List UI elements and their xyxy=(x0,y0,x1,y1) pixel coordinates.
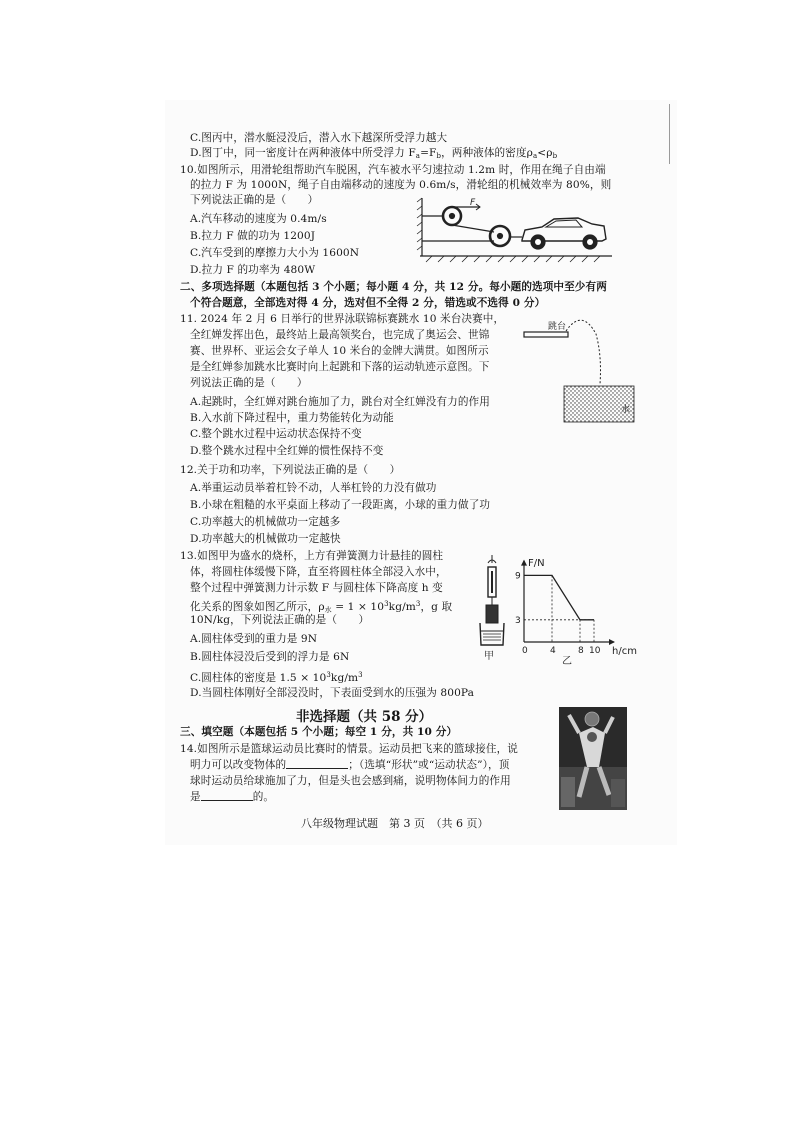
x-tick-label: 4 xyxy=(550,646,556,656)
x-tick-label: 0 xyxy=(522,646,528,656)
basketball-photo xyxy=(559,707,627,810)
page-footer: 八年级物理试题 第 3 页 （共 6 页） xyxy=(301,817,489,830)
q13-stem-5: 10N/kg，下列说法正确的是（ ） xyxy=(190,614,370,626)
y-axis-label: F/N xyxy=(528,558,545,569)
pulley-car-figure xyxy=(416,196,616,268)
q14-stem-1: 14.如图所示是篮球运动员比赛时的情景。运动员把飞来的篮球接住，说 xyxy=(180,743,518,755)
q14-stem-4: 是 的。 xyxy=(190,791,275,803)
q14-stem-3: 球时运动员给球施加了力，但是头也会感到痛，说明物体间力的作用 xyxy=(190,775,511,787)
q13-stem-3: 整个过程中弹簧测力计示数 F 与圆柱体下降高度 h 变 xyxy=(190,582,443,594)
q13-stem-1: 13.如图甲为盛水的烧杯，上方有弹簧测力计悬挂的圆柱 xyxy=(180,550,444,562)
q11-stem-2: 全红婵发挥出色，最终站上最高领奖台，也完成了奥运会、世锦 xyxy=(190,329,490,341)
platform-label: 跳台 xyxy=(548,322,567,332)
q9-option-c: C.图丙中，潜水艇浸没后，潜入水下越深所受浮力越大 xyxy=(190,132,448,144)
section2-heading-2: 个符合题意，全部选对得 4 分，选对但不全得 2 分，错选或不选得 0 分） xyxy=(190,297,546,309)
q11-stem-4: 是全红婵参加跳水比赛时向上起跳和下落的运动轨迹示意图。下 xyxy=(190,361,490,373)
q11-stem-5: 列说法正确的是（ ） xyxy=(190,377,308,389)
q11-option-c: C.整个跳水过程中运动状态保持不变 xyxy=(190,428,362,440)
diving-figure xyxy=(520,316,640,428)
x-axis-arrow xyxy=(609,639,615,645)
q10-option-b: B.拉力 F 做的功为 1200J xyxy=(190,230,316,242)
q11-stem-3: 赛、世界杯、亚运会女子单人 10 米台的金牌大满贯。如图所示 xyxy=(190,345,489,357)
basketball-photo-content xyxy=(559,707,627,810)
y-axis-arrow xyxy=(521,560,527,566)
q13-option-c: C.圆柱体的密度是 $1.5 \times 10^3kg/m^3$ xyxy=(190,671,363,684)
y-tick-label: 3 xyxy=(515,615,521,626)
q11-option-b: B.入水前下降过程中，重力势能转化为动能 xyxy=(190,412,394,424)
q10-stem-2: 的拉力 F 为 1000N，绳子自由端移动的速度为 0.6m/s，滑轮组的机械效率为 80%，则 xyxy=(190,179,612,191)
q13-option-b: B.圆柱体浸没后受到的浮力是 6N xyxy=(190,651,350,663)
x-axis-label: h/cm xyxy=(612,646,637,657)
q12-option-c: C.功率越大的机械做功一定越多 xyxy=(190,516,341,528)
q13-option-d: D.当圆柱体刚好全部浸没时，下表面受到水的压强为 800Pa xyxy=(190,687,475,699)
answer-blank-2[interactable] xyxy=(201,790,253,801)
q10-stem-3: 下列说法正确的是（ ） xyxy=(190,194,319,206)
x-tick-label: 10 xyxy=(589,646,601,656)
q12-option-a: A.举重运动员举着杠铃不动，人举杠铃的力没有做功 xyxy=(190,482,437,494)
y-tick-label: 9 xyxy=(515,571,521,582)
q13-stem-4: 化关系的图象如图乙所示，$\rho_水 = 1 \times 10^3kg/m^3$，g 取 xyxy=(190,600,453,614)
q10-option-c: C.汽车受到的摩擦力大小为 1600N xyxy=(190,247,360,259)
q10-option-a: A.汽车移动的速度为 0.4m/s xyxy=(190,213,327,225)
scan-edge-line xyxy=(669,104,670,164)
pulley-force-label: F xyxy=(470,198,476,208)
q10-option-d: D.拉力 F 的功率为 480W xyxy=(190,264,316,276)
force-series-line xyxy=(524,575,594,619)
figure-yi-label: 乙 xyxy=(562,656,572,667)
q11-stem-1: 11. 2024 年 2 月 6 日举行的世界泳联锦标赛跳水 10 米台决赛中， xyxy=(180,313,505,325)
q11-option-a: A.起跳时，全红婵对跳台施加了力，跳台对全红婵没有力的作用 xyxy=(190,396,490,408)
q12-option-b: B.小球在粗糙的水平桌面上移动了一段距离，小球的重力做了功 xyxy=(190,499,491,511)
force-height-chart xyxy=(508,554,637,667)
water-label: 水 xyxy=(621,405,631,415)
q14-stem-2: 明力可以改变物体的 ；（选填“形状”或“运动状态”），顶 xyxy=(190,759,510,771)
section3-heading: 三、填空题（本题包括 5 个小题；每空 1 分，共 10 分） xyxy=(180,726,458,738)
q11-option-d: D.整个跳水过程中全红婵的惯性保持不变 xyxy=(190,445,384,457)
q9-option-d: D.图丁中，同一密度计在两种液体中所受浮力 $F_a=F_b$，两种液体的密度$\rho_a<\rho_b$ xyxy=(190,147,558,160)
q13-option-a: A.圆柱体受到的重力是 9N xyxy=(190,633,318,645)
nonchoice-title: 非选择题（共 58 分） xyxy=(296,709,433,725)
q10-stem-1: 10.如图所示，用滑轮组帮助汽车脱困，汽车被水平匀速拉动 1.2m 时，作用在绳子自由端 xyxy=(180,164,606,176)
q12-option-d: D.功率越大的机械做功一定越快 xyxy=(190,533,341,545)
section2-heading-1: 二、多项选择题（本题包括 3 个小题；每小题 4 分，共 12 分。每小题的选项中至少有两 xyxy=(180,281,607,293)
answer-blank-1[interactable] xyxy=(286,758,348,769)
figure-jia-label: 甲 xyxy=(484,651,494,662)
q13-stem-2: 体，将圆柱体缓慢下降，直至将圆柱体全部浸入水中， xyxy=(190,566,447,578)
q12-stem: 12.关于功和功率，下列说法正确的是（ ） xyxy=(180,464,401,476)
x-tick-label: 8 xyxy=(578,646,584,656)
